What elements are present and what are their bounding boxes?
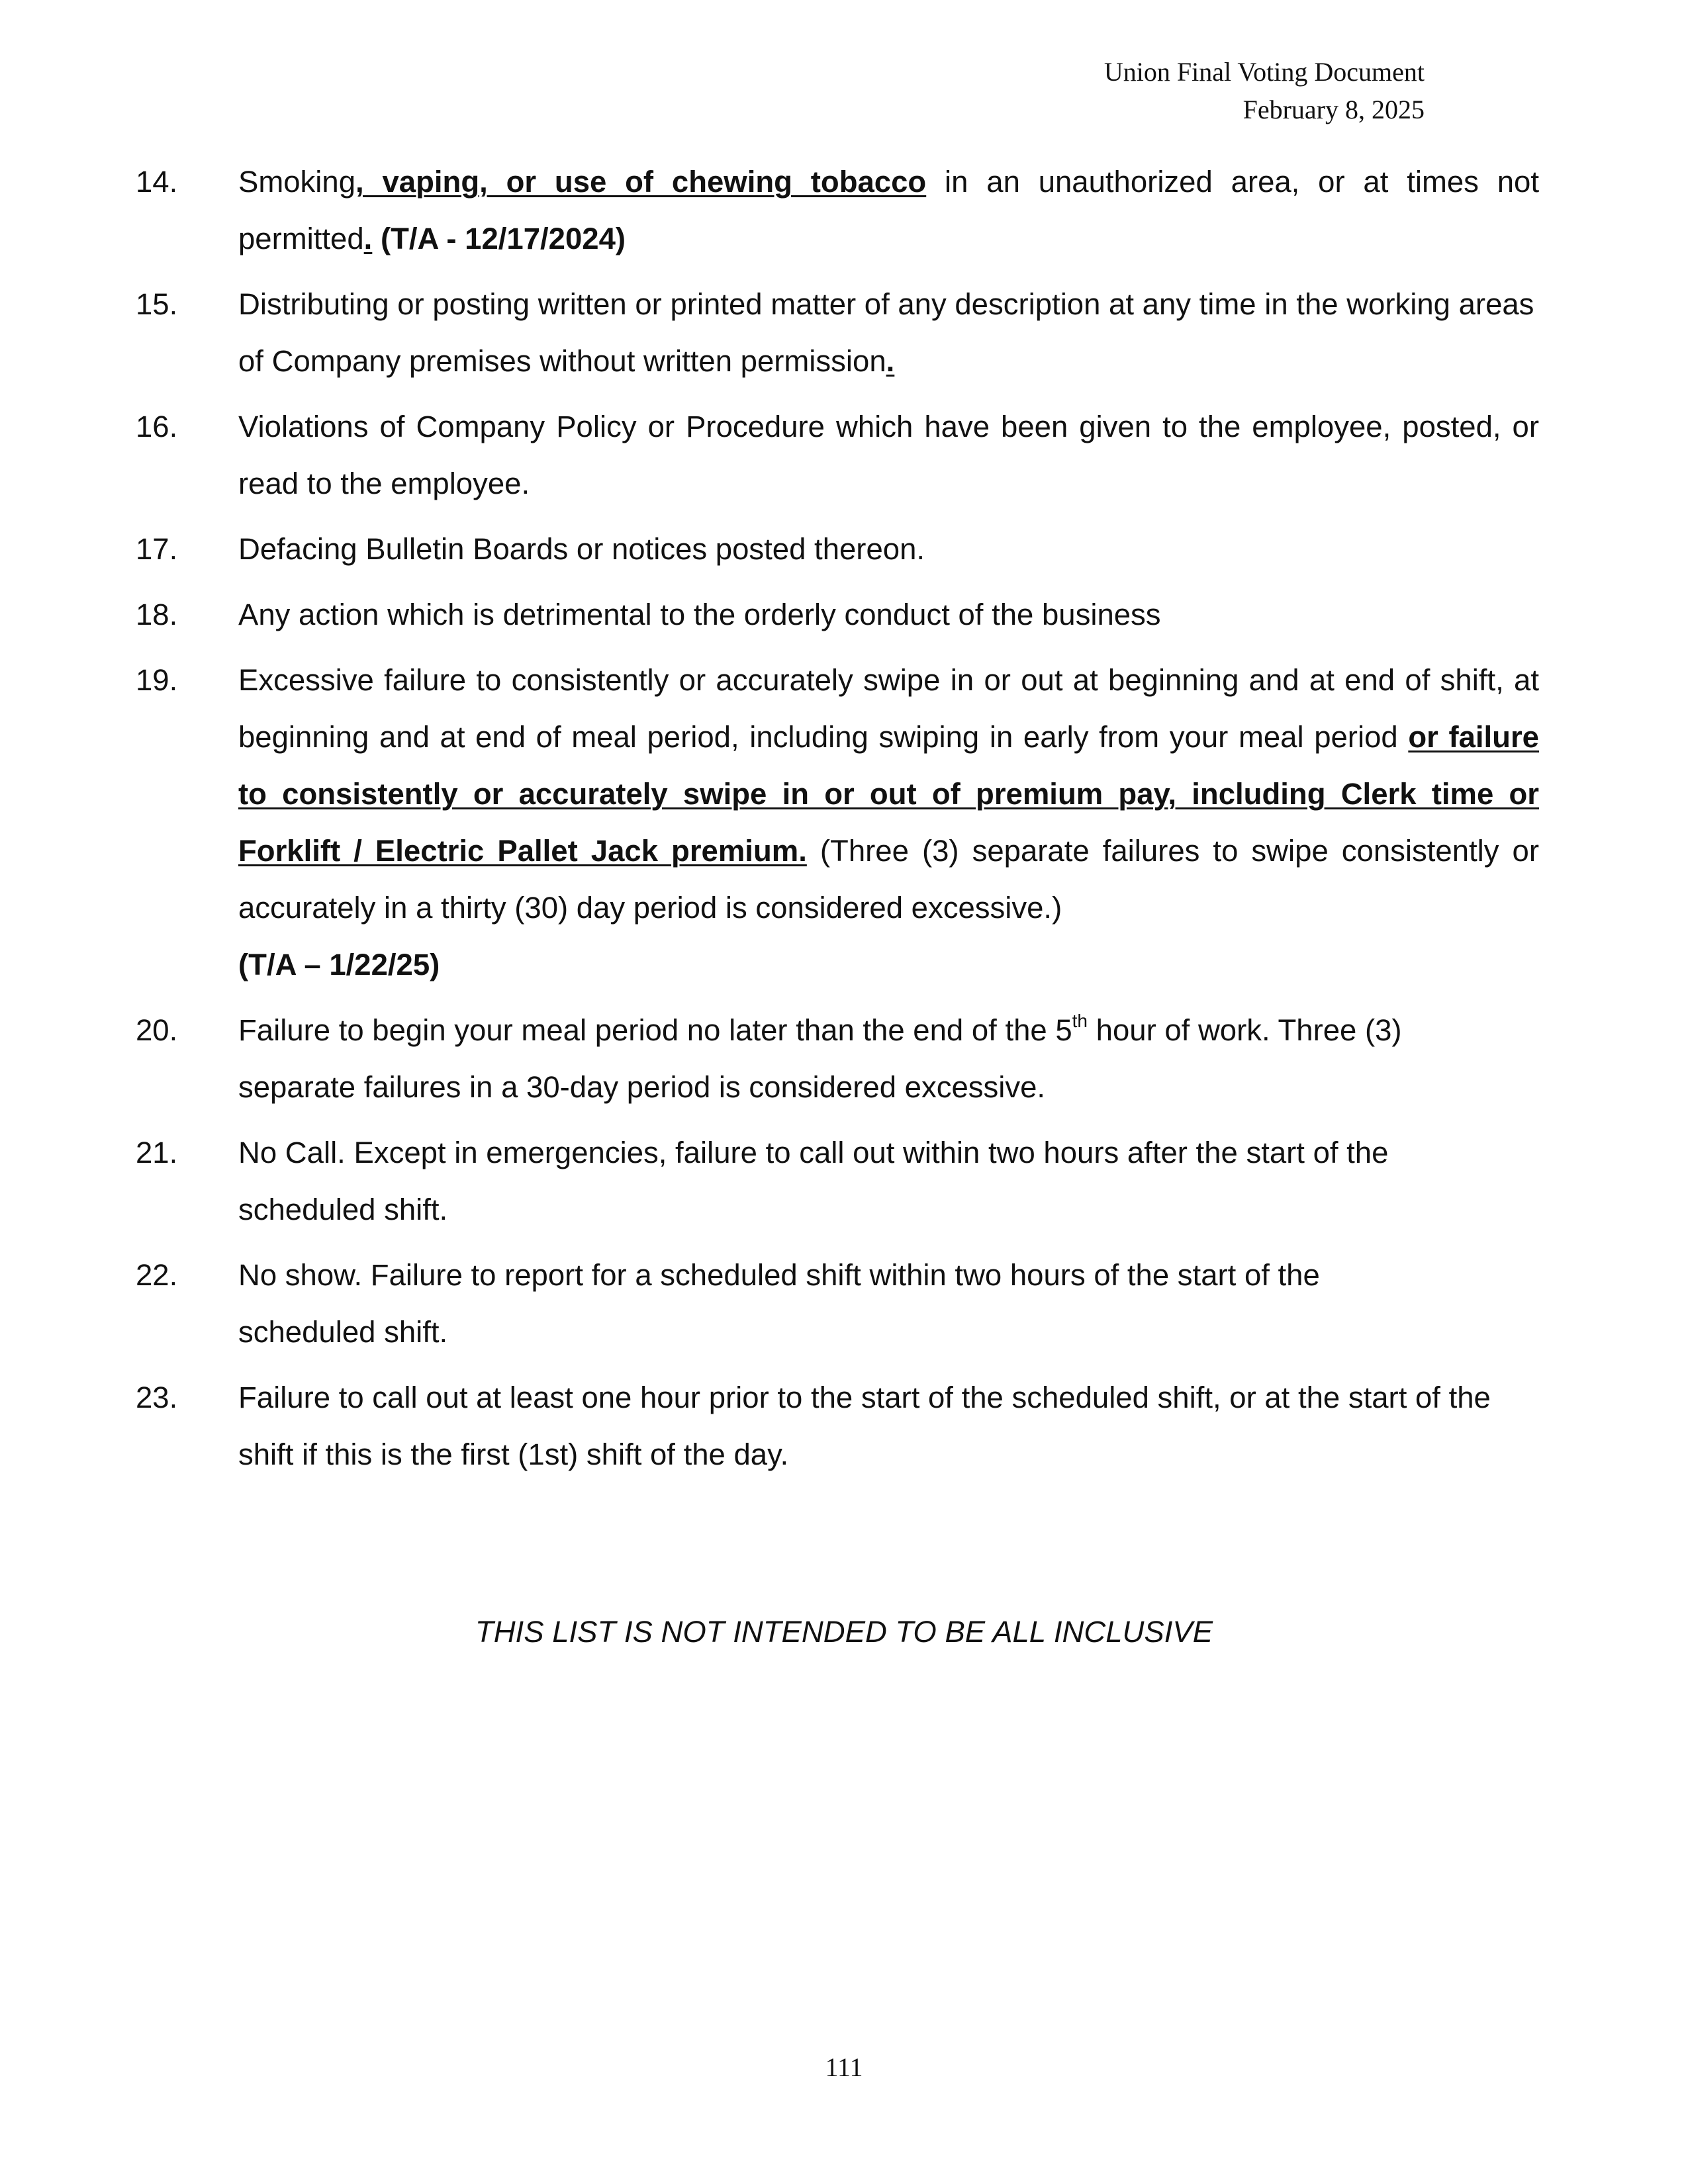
item-number: 20. [136, 1013, 178, 1047]
list-item-17 [136, 521, 1539, 578]
item-number: 14. [136, 165, 178, 199]
item-text: Distributing or posting written or printed matter of any description at any time in the working areas of Company premises without written permission. [238, 287, 1534, 378]
item-text: Failure to begin your meal period no later than the end of the 5th hour of work. Three (3) separate failures in a 30-day period is considered excessive. [238, 1011, 1402, 1104]
amended-text: or failure to consistently or accurately swipe in or out of premium pay, including Clerk time or Forklift / Electric Pallet Jack premium. [238, 720, 1539, 868]
item-text: No show. Failure to report for a scheduled shift within two hours of the start of the scheduled shift. [238, 1258, 1320, 1349]
item-number: 17. [136, 532, 178, 566]
list-item-20 [136, 1002, 1539, 1116]
list-item-19 [136, 652, 1539, 993]
document-title: Union Final Voting Document [1103, 57, 1425, 87]
item-text: Smoking, vaping, or use of chewing tobacco in an unauthorized area, or at times not permitted. (T/A - 12/17/2024) [238, 165, 1539, 255]
item-number: 19. [136, 663, 178, 697]
rules-list [136, 154, 1539, 1492]
list-item-23 [136, 1369, 1539, 1483]
amended-text: , vaping, or use of chewing tobacco [355, 165, 927, 199]
item-text: Failure to call out at least one hour prior to the start of the scheduled shift, or at the start of the shift if this is the first (1st) shift of the day. [238, 1381, 1491, 1471]
page-number: 111 [825, 2052, 863, 2082]
item-number: 16. [136, 410, 178, 443]
list-item-15 [136, 276, 1539, 390]
document-date: February 8, 2025 [1243, 95, 1425, 124]
item-number: 21. [136, 1136, 178, 1169]
item-number: 15. [136, 287, 178, 321]
item-text: Defacing Bulletin Boards or notices posted thereon. [238, 532, 925, 566]
list-item-22 [136, 1247, 1539, 1361]
disclaimer-text: THIS LIST IS NOT INTENDED TO BE ALL INCLUSIVE [475, 1615, 1213, 1649]
item-number: 23. [136, 1381, 178, 1414]
tentative-agreement-tag: (T/A - 12/17/2024) [372, 222, 626, 255]
item-text: Any action which is detrimental to the orderly conduct of the business [238, 598, 1161, 631]
list-item-14 [136, 154, 1539, 267]
item-number: 22. [136, 1258, 178, 1292]
item-text: Excessive failure to consistently or accurately swipe in or out at beginning and at end of shift, at beginning and at end of meal period, including swiping in early from your meal period or failure to consistently or accurately swipe in or out of premium pay, including Clerk time or Forklift / Electric Pallet Jack premium. (Three (3) separate failures to swipe consistently or accurately in a thirty (30) day period is considered excessive.) [238, 663, 1540, 925]
list-item-16 [136, 398, 1539, 512]
document-header [1104, 53, 1425, 128]
list-item-18 [136, 586, 1539, 643]
list-item-21 [136, 1124, 1539, 1238]
item-text: Violations of Company Policy or Procedure which have been given to the employee, posted, or read to the employee. [238, 410, 1539, 500]
tentative-agreement-tag: (T/A – 1/22/25) [238, 948, 440, 981]
item-number: 18. [136, 598, 178, 631]
item-text: No Call. Except in emergencies, failure to call out within two hours after the start of the scheduled shift. [238, 1136, 1389, 1226]
